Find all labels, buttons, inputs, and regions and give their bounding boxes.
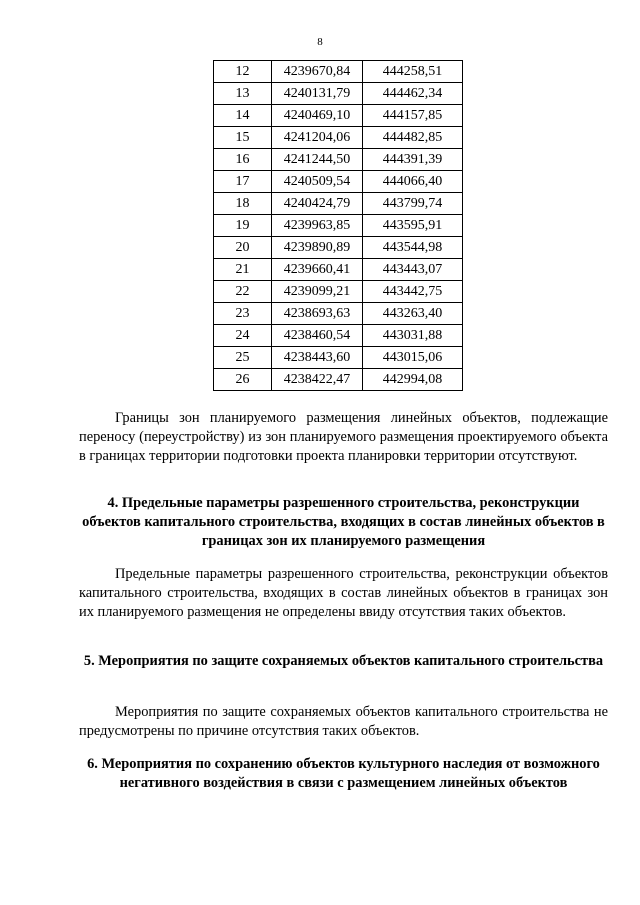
x-coordinate-cell: 4240424,79 <box>272 193 363 215</box>
x-coordinate-cell: 4239890,89 <box>272 237 363 259</box>
point-number-cell: 21 <box>214 259 272 281</box>
point-number-cell: 12 <box>214 61 272 83</box>
y-coordinate-cell: 444391,39 <box>363 149 463 171</box>
table-row <box>214 259 463 281</box>
table-row <box>214 303 463 325</box>
point-number-cell: 25 <box>214 347 272 369</box>
coordinates-table <box>213 60 463 391</box>
page-number: 8 <box>317 36 323 48</box>
y-coordinate-cell: 443799,74 <box>363 193 463 215</box>
y-coordinate-cell: 443595,91 <box>363 215 463 237</box>
y-coordinate-cell: 442994,08 <box>363 369 463 391</box>
table-row <box>214 281 463 303</box>
x-coordinate-cell: 4239099,21 <box>272 281 363 303</box>
coordinates-table-body <box>214 61 463 391</box>
point-number-cell: 14 <box>214 105 272 127</box>
y-coordinate-cell: 444066,40 <box>363 171 463 193</box>
table-row <box>214 193 463 215</box>
point-number-cell: 13 <box>214 83 272 105</box>
table-row <box>214 237 463 259</box>
section-4-heading: 4. Предельные параметры разрешенного строительства, реконструкции объектов капитального строительства, входящих в состав линейных объектов в границах зон их планируемого размещения <box>82 495 605 549</box>
x-coordinate-cell: 4238693,63 <box>272 303 363 325</box>
boundaries-paragraph: Границы зон планируемого размещения линейных объектов, подлежащие переносу (переустройству) из зон планируемого размещения проектируемого объекта в границах территории подготовки проекта планировки территории отсутствуют. <box>79 410 608 464</box>
x-coordinate-cell: 4238460,54 <box>272 325 363 347</box>
section-5-text: Мероприятия по защите сохраняемых объектов капитального строительства не предусмотрены по причине отсутствия таких объектов. <box>79 704 608 739</box>
point-number-cell: 22 <box>214 281 272 303</box>
y-coordinate-cell: 444258,51 <box>363 61 463 83</box>
point-number-cell: 18 <box>214 193 272 215</box>
table-row <box>214 105 463 127</box>
x-coordinate-cell: 4241204,06 <box>272 127 363 149</box>
point-number-cell: 26 <box>214 369 272 391</box>
table-row <box>214 215 463 237</box>
section-4-text: Предельные параметры разрешенного строительства, реконструкции объектов капитального строительства, входящих в состав линейных объектов в границах зон их планируемого размещения не определены ввиду отсутствия таких объектов. <box>79 566 608 620</box>
point-number-cell: 15 <box>214 127 272 149</box>
x-coordinate-cell: 4240131,79 <box>272 83 363 105</box>
point-number-cell: 24 <box>214 325 272 347</box>
table-row <box>214 61 463 83</box>
x-coordinate-cell: 4241244,50 <box>272 149 363 171</box>
table-row <box>214 325 463 347</box>
point-number-cell: 17 <box>214 171 272 193</box>
x-coordinate-cell: 4240469,10 <box>272 105 363 127</box>
x-coordinate-cell: 4240509,54 <box>272 171 363 193</box>
table-row <box>214 171 463 193</box>
y-coordinate-cell: 444462,34 <box>363 83 463 105</box>
table-row <box>214 149 463 171</box>
y-coordinate-cell: 444482,85 <box>363 127 463 149</box>
x-coordinate-cell: 4239670,84 <box>272 61 363 83</box>
y-coordinate-cell: 443442,75 <box>363 281 463 303</box>
x-coordinate-cell: 4239963,85 <box>272 215 363 237</box>
y-coordinate-cell: 443015,06 <box>363 347 463 369</box>
table-row <box>214 369 463 391</box>
point-number-cell: 19 <box>214 215 272 237</box>
y-coordinate-cell: 444157,85 <box>363 105 463 127</box>
y-coordinate-cell: 443443,07 <box>363 259 463 281</box>
point-number-cell: 20 <box>214 237 272 259</box>
x-coordinate-cell: 4239660,41 <box>272 259 363 281</box>
section-6-heading: 6. Мероприятия по сохранению объектов культурного наследия от возможного негативного воздействия в связи с размещением линейных объектов <box>87 756 600 791</box>
table-row <box>214 83 463 105</box>
y-coordinate-cell: 443031,88 <box>363 325 463 347</box>
x-coordinate-cell: 4238422,47 <box>272 369 363 391</box>
x-coordinate-cell: 4238443,60 <box>272 347 363 369</box>
point-number-cell: 16 <box>214 149 272 171</box>
y-coordinate-cell: 443544,98 <box>363 237 463 259</box>
table-row <box>214 127 463 149</box>
section-5-heading: 5. Мероприятия по защите сохраняемых объектов капитального строительства <box>83 653 604 669</box>
point-number-cell: 23 <box>214 303 272 325</box>
y-coordinate-cell: 443263,40 <box>363 303 463 325</box>
table-row <box>214 347 463 369</box>
